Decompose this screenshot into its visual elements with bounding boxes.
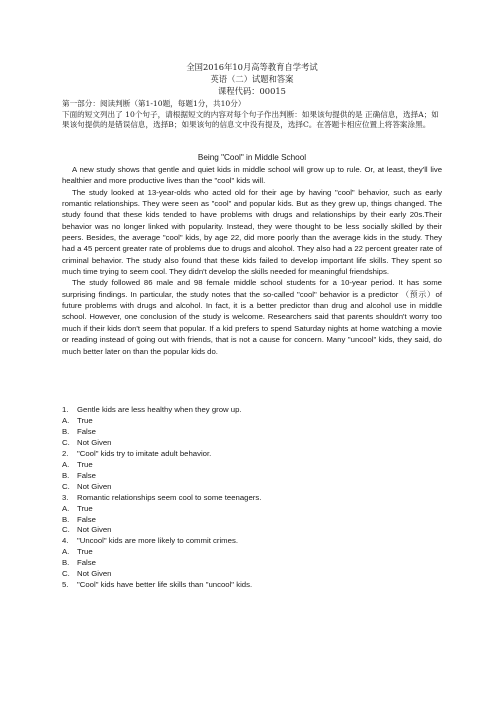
question-item <box>62 405 442 416</box>
option-letter: B. <box>62 426 70 436</box>
answer-option <box>62 438 442 449</box>
answer-option <box>62 569 442 580</box>
exam-title: 全国2016年10月高等教育自学考试 <box>186 62 318 72</box>
option-text: True <box>77 547 93 557</box>
option-text: True <box>77 503 93 513</box>
option-letter: C. <box>62 569 70 579</box>
option-letter: A. <box>62 415 70 425</box>
course-code: 课程代码：00015 <box>218 86 286 96</box>
article-paragraph: A new study shows that gentle and quiet kids in middle school will grow up to rule. Or, at least, they'll live healthier and more productive lives than the "cool" kids will. <box>62 165 442 186</box>
answer-option <box>62 504 442 515</box>
option-letter: C. <box>62 481 70 491</box>
option-letter: A. <box>62 547 70 557</box>
question-text: "Uncool" kids are more likely to commit crimes. <box>77 536 238 546</box>
question-number: 1. <box>62 405 69 414</box>
option-text: Not Given <box>77 481 112 491</box>
answer-option <box>62 547 442 558</box>
question-text: Romantic relationships seem cool to some teenagers. <box>77 492 262 502</box>
option-letter: C. <box>62 437 70 447</box>
article-body <box>62 164 442 357</box>
question-number: 2. <box>62 448 69 458</box>
option-text: False <box>77 514 96 524</box>
option-letter: A. <box>62 459 70 469</box>
option-text: False <box>77 470 96 480</box>
answer-option <box>62 515 442 526</box>
answer-option <box>62 482 442 493</box>
option-text: Not Given <box>77 525 112 535</box>
question-number: 3. <box>62 492 69 502</box>
option-letter: B. <box>62 514 70 524</box>
answer-option <box>62 416 442 427</box>
question-number: 4. <box>62 536 69 546</box>
option-text: Not Given <box>77 437 112 447</box>
question-item <box>62 449 442 460</box>
answer-option <box>62 525 442 536</box>
question-list <box>62 405 442 591</box>
option-letter: B. <box>62 470 70 480</box>
question-text: "Cool" kids try to imitate adult behavior. <box>77 448 212 458</box>
section-instructions: 下面的短文列出了 10个句子，请根据短文的内容对每个句子作出判断：如果该句提供的是 正确信息，选择A；如果该句提供的是错误信息，选择B；如果该句的信息文中没有提及，选择C。在答题卡相应位置上将答案涂黑。 <box>62 109 439 129</box>
option-text: Not Given <box>77 569 112 579</box>
option-text: True <box>77 415 93 425</box>
option-letter: B. <box>62 558 70 568</box>
article-paragraph: The study looked at 13-year-olds who acted old for their age by having "cool" behavior, such as early romantic relationships. They were seen as "cool" and popular kids. But as they grew up, things changed. The study found that these kids tended to have problems with drugs and relationships by their early 20s.Their behavior was no longer linked with popularity. Instead, they were thought to be less socially skilled by their peers. Besides, the average "cool" kids, by age 22, did more poorly than the average kids in the study. They had a 45 percent greater rate of problems due to drugs and alcohol. They also had a 22 percent greater rate of criminal behavior. The study also found that these kids failed to develop important life skills. They spent so much time trying to seem cool. They didn't develop the skills needed for meaningful friendships. <box>62 187 442 277</box>
question-text: Gentle kids are less healthy when they grow up. <box>77 405 242 414</box>
section-title: 第一部分：阅读判断（第1-10题，每题1分，共10分） <box>62 99 246 108</box>
option-text: False <box>77 426 96 436</box>
question-item <box>62 580 442 591</box>
option-text: True <box>77 459 93 469</box>
answer-option <box>62 471 442 482</box>
answer-option <box>62 427 442 438</box>
question-item <box>62 536 442 547</box>
option-letter: C. <box>62 525 70 535</box>
option-letter: A. <box>62 503 70 513</box>
article-title: Being "Cool" in Middle School <box>197 153 307 162</box>
option-text: False <box>77 558 96 568</box>
answer-option <box>62 558 442 569</box>
question-number: 5. <box>62 580 69 590</box>
article-paragraph: The study followed 86 male and 98 female middle school students for a 10-year period. It has some surprising findings. In particular, the study notes that the so-called "cool" behavior is a predictor （预示）of future problems with drugs and alcohol. In fact, it is a better predictor than drug and alcohol use in middle school. However, one conclusion of the study is welcome. Researchers said that parents shouldn't worry too much if their kids don't seem that popular. If a kid prefers to spend Saturday nights at home watching a movie or reading instead of going out with friends, that is not a cause for concern. Many "uncool" kids, they said, do much better later on than the popular kids do. <box>62 278 442 356</box>
answer-option <box>62 460 442 471</box>
question-item <box>62 493 442 504</box>
question-text: "Cool" kids have better life skills than "uncool" kids. <box>77 580 253 590</box>
exam-subject: 英语（二）试题和答案 <box>210 74 294 84</box>
